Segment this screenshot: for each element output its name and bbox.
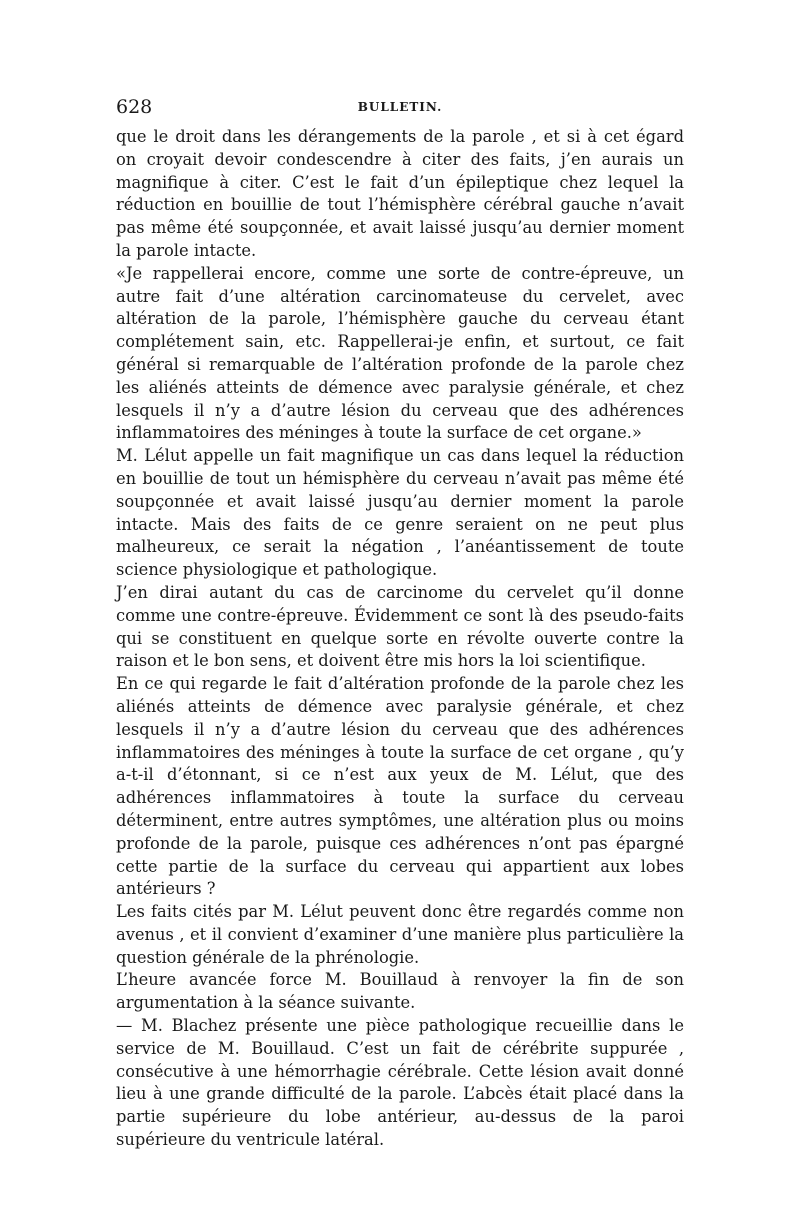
paragraph-5: En ce qui regarde le fait d’altération profonde de la parole chez les aliénés atteints de démence avec paralysie générale, et chez lesquels il n’y a d’autre lésion du cerveau que des adhérences inflammatoires des méninges à toute la surface de cet organe , qu’y a-t-il d’étonnant, si ce n’est aux yeux de M. Lélut, que des adhérences inflammatoires à toute la surface du cerveau déterminent, entre autres symptômes, une altération plus ou moins profonde de la parole, puisque ces adhérences n’ont pas épargné cette partie de la surface du cerveau qui appartient aux lobes antérieurs ? xyxy=(116,674,684,899)
page-number: 628 xyxy=(116,96,153,118)
document-page xyxy=(116,96,684,1152)
paragraph-8: — M. Blachez présente une pièce pathologique recueillie dans le service de M. Bouillaud. C’est un fait de cérébrite suppurée , consécutive à une hémorrhagie cérébrale. Cette lésion avait donné lieu à une grande difficulté de la parole. L’abcès était placé dans la partie supérieure du lobe antérieur, au-dessus de la paroi supérieure du ventricule latéral. xyxy=(116,1016,684,1150)
paragraph-7: L’heure avancée force M. Bouillaud à renvoyer la fin de son argumentation à la séance suivante. xyxy=(116,970,684,1013)
body-text xyxy=(116,126,684,1152)
paragraph-3: M. Lélut appelle un fait magnifique un cas dans lequel la réduction en bouillie de tout un hémisphère du cerveau n’avait pas même été soupçonnée et avait laissé jusqu’au dernier moment la parole intacte. Mais des faits de ce genre seraient on ne peut plus malheureux, ce serait la négation , l’anéantissement de toute science physiologique et pathologique. xyxy=(116,446,684,580)
paragraph-2: «Je rappellerai encore, comme une sorte de contre-épreuve, un autre fait d’une altération carcinomateuse du cervelet, avec altération de la parole, l’hémisphère gauche du cerveau étant complétement sain, etc. Rappellerai-je enfin, et surtout, ce fait général si remarquable de l’altération profonde de la parole chez les aliénés atteints de démence avec paralysie générale, et chez lesquels il n’y a d’autre lésion du cerveau que des adhérences inflammatoires des méninges à toute la surface de cet organe.» xyxy=(116,263,684,443)
paragraph-6: Les faits cités par M. Lélut peuvent donc être regardés comme non avenus , et il convient d’examiner d’une manière plus particulière la question générale de la phrénologie. xyxy=(116,902,684,967)
paragraph-1: que le droit dans les dérangements de la parole , et si à cet égard on croyait devoir condescendre à citer des faits, j’en aurais un magnifique à citer. C’est le fait d’un épileptique chez lequel la réduction en bouillie de tout l’hémisphère cérébral gauche n’avait pas même été soupçonnée, et avait laissé jusqu’au dernier moment la parole intacte. xyxy=(116,127,684,260)
paragraph-4: J’en dirai autant du cas de carcinome du cervelet qu’il donne comme une contre-épreuve. Évidemment ce sont là des pseudo-faits qui se constituent en quelque sorte en révolte ouverte contre la raison et le bon sens, et doivent être mis hors la loi scientifique. xyxy=(116,582,684,671)
running-header xyxy=(116,96,684,122)
running-title: BULLETIN. xyxy=(357,100,443,114)
